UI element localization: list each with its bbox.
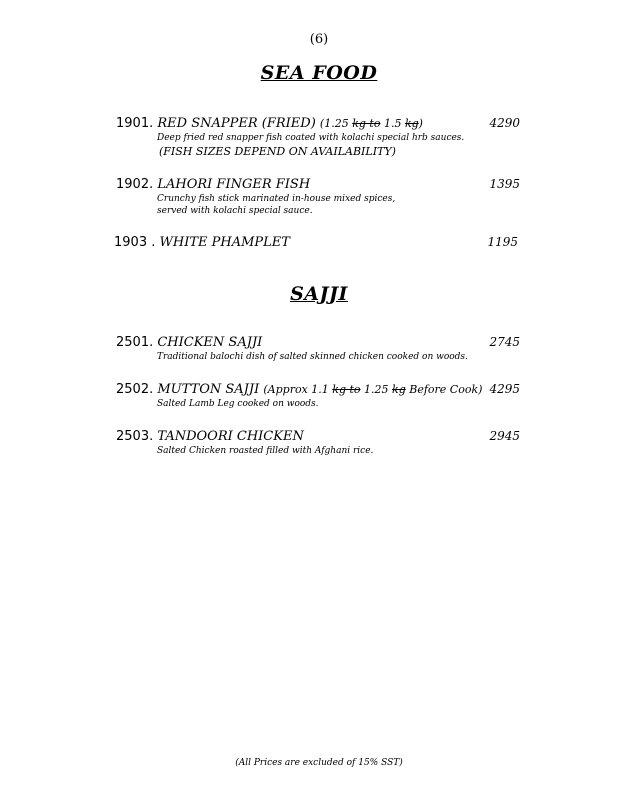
item-header	[116, 429, 524, 445]
menu-item	[116, 177, 524, 217]
item-description: Traditional balochi dish of salted skinned chicken cooked on woods.	[157, 352, 468, 362]
item-description: served with kolachi special sauce.	[157, 206, 313, 216]
item-code: 1902.	[116, 177, 154, 192]
item-price: 2745	[489, 335, 520, 349]
item-price: 4295	[489, 382, 520, 396]
menu-item	[114, 235, 522, 251]
item-header	[116, 382, 524, 398]
item-description: Deep fried red snapper fish coated with kolachi special hrb sauces.	[157, 133, 465, 143]
item-header	[116, 177, 524, 193]
item-size-note: (Approx 1.1 kg to 1.25 kg Before Cook)	[263, 383, 483, 396]
item-name: MUTTON SAJJI	[157, 382, 260, 397]
item-price: 4290	[489, 116, 520, 130]
section-title-sajji: SAJJI	[290, 283, 348, 305]
item-description: Salted Lamb Leg cooked on woods.	[157, 399, 319, 409]
item-size-note: (1.25 kg to 1.5 kg)	[319, 117, 423, 130]
item-header	[114, 235, 522, 251]
menu-item	[116, 429, 524, 457]
menu-item	[116, 116, 524, 160]
page-number: (6)	[309, 32, 329, 47]
item-name: WHITE PHAMPLET	[159, 235, 290, 250]
item-code: 1901.	[116, 116, 154, 131]
item-description: Crunchy fish stick marinated in-house mixed spices,	[157, 194, 396, 204]
item-price: 1195	[487, 235, 518, 249]
item-name: LAHORI FINGER FISH	[157, 177, 311, 192]
item-description: Salted Chicken roasted filled with Afghani rice.	[157, 446, 374, 456]
item-name: CHICKEN SAJJI	[157, 335, 263, 350]
item-price: 1395	[489, 177, 520, 191]
item-name: RED SNAPPER (FRIED)	[157, 116, 316, 131]
menu-item	[116, 335, 524, 363]
item-availability-note: (FISH SIZES DEPEND ON AVAILABILITY)	[159, 145, 396, 158]
item-code: 2503.	[116, 429, 154, 444]
item-code: 2502.	[116, 382, 154, 397]
price-footnote: (All Prices are excluded of 15% SST)	[235, 758, 403, 768]
item-name: TANDOORI CHICKEN	[157, 429, 304, 444]
item-header	[116, 335, 524, 351]
menu-item	[116, 382, 524, 410]
item-code: 1903 .	[114, 235, 156, 250]
section-title-seafood: SEA FOOD	[260, 62, 378, 84]
item-price: 2945	[489, 429, 520, 443]
item-header	[116, 116, 524, 132]
item-code: 2501.	[116, 335, 154, 350]
